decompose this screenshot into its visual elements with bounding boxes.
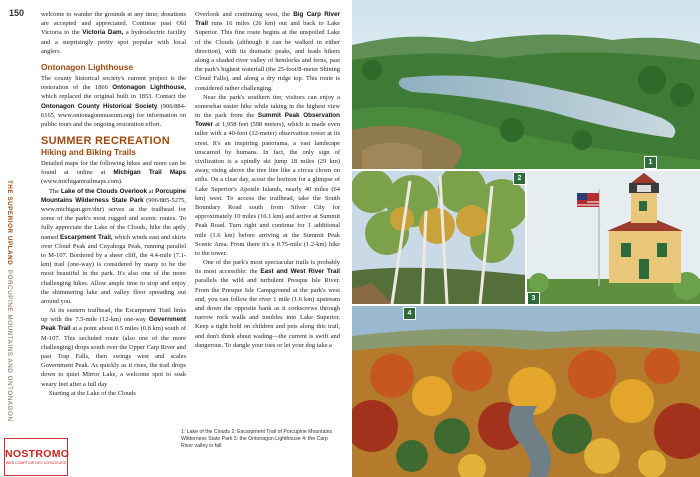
- photo-number-badge: 4: [403, 307, 416, 320]
- paragraph: Detailed maps for the following hikes and more can be found at online at Michigan Trail Maps (www.michigantrailmaps.com).: [41, 160, 186, 186]
- logo-title: NOSTROMO: [5, 448, 70, 460]
- sidebar-title: THE SUPERIOR UPLAND: [6, 180, 13, 266]
- paragraph: One of the park's most spectacular trails is probably its most accessible: the East and West River Trail parallels the wild and turbulent Presque Isle River. From the Presque Isle Campground at the park's west end, you can follow the river 1 mile (1.6 km) upstream and down the opposite bank as it corkscrews through narrow rock walls and tumbles into Lake Superior. Keep a tight hold on children and pets along this trail, and don't think about wading—the current is swift and dangerous. To dangle your toes or let your dog take a: [195, 259, 340, 349]
- photo-carp-river-valley: [352, 306, 700, 477]
- photo-lake-of-the-clouds: [352, 0, 700, 169]
- paragraph: Overlook and continuing west, the Big Carp River Trail runs 16 miles (26 km) out and back to Lake Superior. This fine route begins at the unspoiled Lake of the Clouds (although it can be walked in either direction), with its dramatic peaks, and leads hikers along a shaded river valley of hemlocks and ferns, past the park's highest waterfall (the 25-foot/8-meter Shining Cloud Falls), and along a dry ridge top. This route is considered rather challenging.: [195, 11, 341, 92]
- watermark-logo: [4, 438, 68, 476]
- photo-ontonagon-lighthouse: [527, 171, 700, 304]
- photo-escarpment-trail: [352, 171, 525, 304]
- paragraph: The county historical society's current project is the restoration of the 1866 Ontonagon Lighthouse, which replaced the original built in 1853. Contact the Ontonagon County Historical Society (906/884-6165, www.ontonagonmuseum.org) for information on public tours and the ongoing restoration effort.: [41, 74, 187, 128]
- paragraph: welcome to wander the grounds at any time; donations are accepted and appreciated. Continue past Old Victoria to the Victoria Dam, a hydroelectric facility and a surprisingly pretty spot popular with local anglers.: [41, 11, 187, 55]
- photo-number-badge: 2: [513, 172, 526, 185]
- photo-caption: 1: Lake of the Clouds 2: Escarpment Trail of Porcupine Mountains Wilderness State Park 3: the Ontonagon Lighthouse 4: the Carp River valley in fall: [181, 429, 333, 449]
- text-column-1: [41, 10, 186, 398]
- sidebar-subtitle: PORCUPINE MOUNTAINS AND ONTONAGON: [6, 269, 13, 422]
- running-head-sidebar: [4, 180, 22, 422]
- photo-number-badge: 3: [527, 292, 540, 305]
- heading-hiking: Hiking and Biking Trails: [41, 147, 136, 158]
- text-column-2: [195, 10, 340, 350]
- heading-summer-recreation: SUMMER RECREATION: [41, 135, 170, 148]
- page-number: 150: [9, 8, 25, 18]
- photo-number-badge: 1: [644, 156, 657, 169]
- logo-subtitle: WEB COMPTOIR DES VOYAGEURS: [5, 461, 67, 465]
- paragraph: The Lake of the Clouds Overlook at Porcupine Mountains Wilderness State Park (906/885-5275, www.michigan.gov/dnr) serves as the trailhead for some of the park's most rugged and scenic routes. To fully appreciate the Lake of the Clouds, hike the aptly named Escarpment Trail, which winds east and skirts over Cloud Peak and Cuyahoga Peak, running parallel to M-107. Bordered by a sheer cliff, the 4.4-mile (7.1-km) trail (one-way) is considered by many to be the most beautiful in the park. It's also one of the more challenging hikes. Allow ample time to stop and enjoy the shimmering lake and valley floor spreading out around you.: [41, 187, 187, 305]
- paragraph: Near the park's southern tier, visitors can enjoy a somewhat easier hike while taking in the highest view in the park from the Summit Peak Observation Tower at 1,958 feet (598 meters), which is made even taller with a 40-foot (12-meter) observation tower at its crest. It's an inspiring panorama, a vast landscape unscarred by humans. In fact, the only sign of civilization is a spindly ski jump 18 miles (29 km) away, rising above the tree line like a circus clown on stilts. On a clear day, scour the horizon for a glimpse of Lake Superior's Apostle Islands, nearly 40 miles (64 km) west. To access the trailhead, take the South Boundary Road south from Silver City for approximately 10 miles (16.1 km) and arrive at Summit Peak Road. Turn right and continue for 1 additional mile (1.6 km) before arriving at the Summit Peak Scenic Area. From there it's a 0.75-mile (1.2-km) hike to the tower.: [195, 93, 341, 257]
- paragraph: Starting at the Lake of the Clouds: [49, 389, 136, 397]
- heading-lighthouse: Ontonagon Lighthouse: [41, 61, 134, 72]
- paragraph: At its eastern trailhead, the Escarpment Trail links up with the 7.5-mile (12-km) one-way Government Peak Trail at a point about 0.5 miles (0.8 km) south of M-107. This secluded route (also one of the more challenging) drops south over the Upper Carp River and past Trap Falls, then swings west and scales Government Peak. As quickly as it rises, the trail drops down to quiet Mirror Lake, a welcome spot to soak weary feet after a full day: [41, 307, 187, 388]
